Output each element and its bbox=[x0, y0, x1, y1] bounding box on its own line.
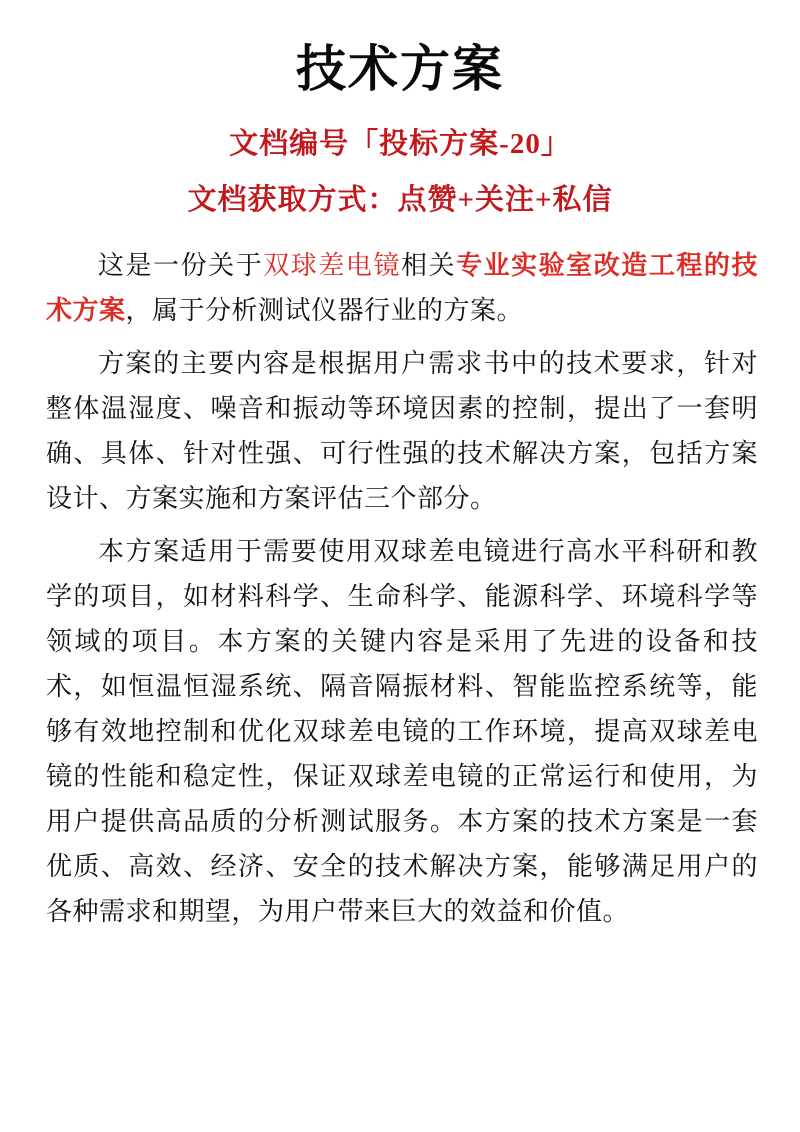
paragraph-intro-highlight-instrument: 双球差电镜 bbox=[263, 251, 401, 280]
paragraph-intro-tail: ，属于分析测试仪器行业的方案。 bbox=[125, 296, 524, 325]
document-acquisition-subtitle: 文档获取方式：点赞+关注+私信 bbox=[187, 184, 613, 216]
page-title: 技术方案 bbox=[296, 40, 504, 98]
document-body bbox=[46, 243, 758, 940]
paragraph-contents: 方案的主要内容是根据用户需求书中的技术要求，针对整体温湿度、噪音和振动等环境因素的控制，提出了一套明确、具体、针对性强、可行性强的技术解决方案，包括方案设计、方案实施和方案评估三个部分。 bbox=[46, 349, 758, 513]
document-number-subtitle: 文档编号「投标方案-20」 bbox=[229, 128, 571, 160]
paragraph-scope: 本方案适用于需要使用双球差电镜进行高水平科研和教学的项目，如材料科学、生命科学、能源科学、环境科学等领域的项目。本方案的关键内容是采用了先进的设备和技术，如恒温恒湿系统、隔音隔振材料、智能监控系统等，能够有效地控制和优化双球差电镜的工作环境，提高双球差电镜的性能和稳定性，保证双球差电镜的正常运行和使用，为用户提供高品质的分析测试服务。本方案的技术方案是一套优质、高效、经济、安全的技术解决方案，能够满足用户的各种需求和期望，为用户带来巨大的效益和价值。 bbox=[46, 537, 758, 926]
paragraph-intro-lead: 这是一份关于 bbox=[98, 251, 264, 280]
page-blank-area bbox=[0, 880, 800, 1132]
paragraph-intro-highlight-project: 专业实验室改造工程的技术方案 bbox=[46, 251, 758, 325]
paragraph-intro bbox=[46, 243, 758, 333]
paragraph-intro-middle: 相关 bbox=[400, 251, 457, 280]
